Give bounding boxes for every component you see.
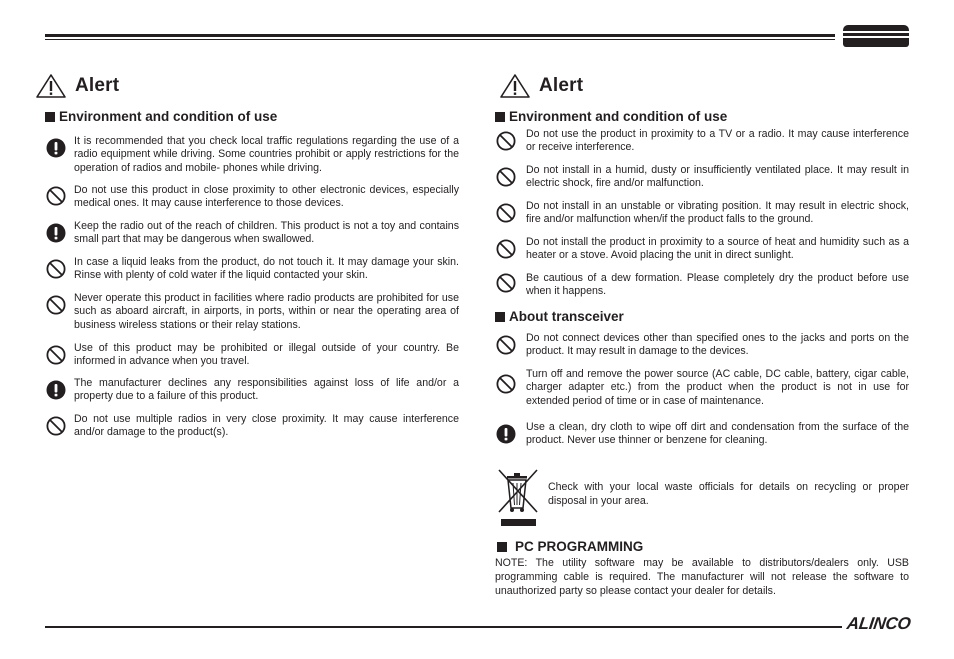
mandatory-icon [46, 223, 66, 243]
right-alert-title: Alert [539, 75, 584, 96]
prohibition-icon [496, 273, 516, 293]
mandatory-icon [46, 138, 66, 158]
prohibition-icon [46, 295, 66, 315]
alert-item-text: Be cautious of a dew formation. Please completely dry the product before use when it happens. [526, 272, 909, 298]
prohibition-icon [46, 259, 66, 279]
mandatory-icon [46, 380, 66, 400]
section-bullet-square [497, 542, 507, 552]
prohibition-icon [496, 203, 516, 223]
right-section1-heading [495, 109, 727, 124]
prohibition-icon [496, 239, 516, 259]
warning-triangle-icon [499, 73, 531, 99]
page-tab-marker [843, 25, 909, 47]
right-section2-heading [495, 309, 624, 324]
alinco-logo: ALINCO [845, 614, 912, 633]
alert-item-text: Do not connect devices other than specified ones to the jacks and ports on the product. It may result in damage to the devices. [526, 332, 909, 358]
alert-item-text: It is recommended that you check local traffic regulations regarding the use of a radio equipment while driving. Some countries prohibit or apply restrictions for the operation of radios and mobile- phones while driving. [74, 135, 459, 174]
alert-item-text: Do not use this product in close proximity to other electronic devices, especially medical ones. It may cause interference to those devices. [74, 184, 459, 210]
mandatory-icon [496, 424, 516, 444]
prohibition-icon [496, 335, 516, 355]
warning-triangle-icon [35, 73, 67, 99]
weee-disposal-text: Check with your local waste officials for details on recycling or proper disposal in your area. [548, 481, 909, 507]
alert-item-text: Do not use the product in proximity to a TV or a radio. It may cause interference or receive interference. [526, 128, 909, 154]
alert-item-text: In case a liquid leaks from the product, do not touch it. It may damage your skin. Rinse with plenty of cold water if the liquid contacted your skin. [74, 256, 459, 282]
alert-item-text: Turn off and remove the power source (AC cable, DC cable, battery, cigar cable, charger adapter etc.) from the product when the product is not in use for extended period of time or in case of maintenance. [526, 368, 909, 407]
right-section2-title: About transceiver [509, 309, 624, 324]
section-bullet-square [45, 112, 55, 122]
alert-item-text: Never operate this product in facilities where radio products are prohibited for use such as aboard aircraft, in airports, in ports, within or near the operating area of business wireless stations or their relay stations. [74, 292, 459, 331]
crossed-bin-icon [497, 468, 539, 528]
prohibition-icon [46, 186, 66, 206]
section-bullet-square [495, 312, 505, 322]
left-section-title: Environment and condition of use [59, 109, 278, 124]
alert-item-text: Do not install the product in proximity to a source of heat and humidity such as a heater or a stove. Avoid placing the unit in direct sunlight. [526, 236, 909, 262]
alert-item-text: The manufacturer declines any responsibilities against loss of life and/or a property due to a failure of this product. [74, 377, 459, 403]
prohibition-icon [496, 374, 516, 394]
left-alert-title: Alert [75, 75, 120, 96]
right-alert-heading [499, 73, 583, 99]
left-section-heading [45, 109, 277, 124]
pc-programming-note: NOTE: The utility software may be available to distributors/dealers only. USB programming cable is required. The manufacturer will not release the software to unauthorized party so please contact your dealer for details. [495, 557, 909, 597]
alert-item-text: Do not install in a humid, dusty or insufficiently ventilated place. It may result in electric shock, fire and/or malfunction. [526, 164, 909, 190]
alert-item-text: Keep the radio out of the reach of children. This product is not a toy and contains small part that may be dangerous when swallowed. [74, 220, 459, 246]
right-section3-heading [497, 539, 643, 554]
alert-item-text: Use of this product may be prohibited or illegal outside of your country. Be informed in advance when you travel. [74, 342, 459, 368]
prohibition-icon [496, 167, 516, 187]
header-rule-thin [45, 39, 835, 40]
right-section1-title: Environment and condition of use [509, 109, 728, 124]
right-section3-title: PC PROGRAMMING [515, 539, 644, 554]
alert-item-text: Do not install in an unstable or vibrating position. It may result in electric shock, fire and/or malfunction when/if the product falls to the ground. [526, 200, 909, 226]
left-alert-heading [35, 73, 119, 99]
alert-item-text: Use a clean, dry cloth to wipe off dirt and condensation from the surface of the product. Never use thinner or benzene for cleaning. [526, 421, 909, 447]
footer-rule [45, 626, 842, 628]
section-bullet-square [495, 112, 505, 122]
alert-item-text: Do not use multiple radios in very close proximity. It may cause interference and/or damage to the product(s). [74, 413, 459, 439]
prohibition-icon [46, 345, 66, 365]
prohibition-icon [46, 416, 66, 436]
prohibition-icon [496, 131, 516, 151]
header-rule-thick [45, 34, 835, 37]
